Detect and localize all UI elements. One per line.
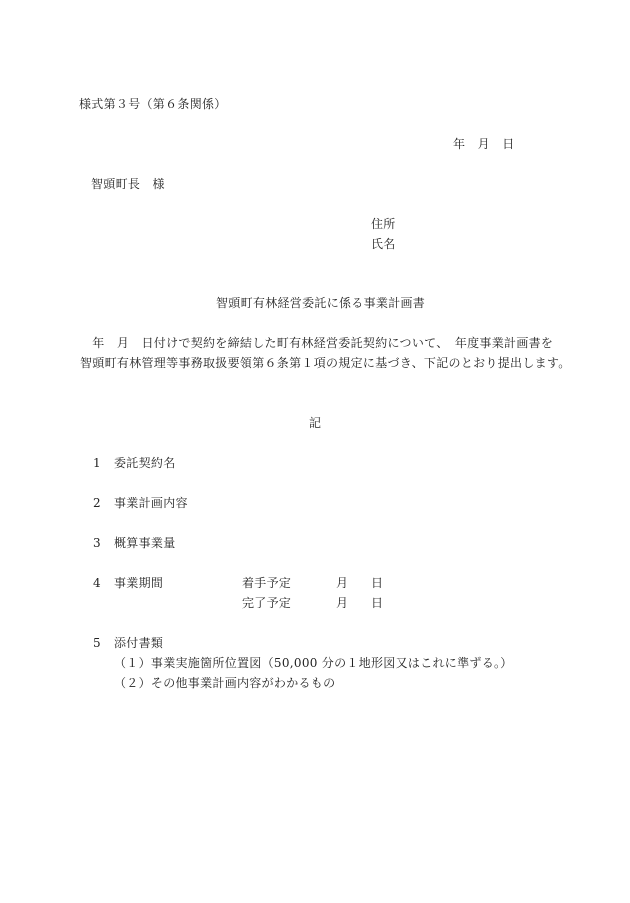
period-start-label: 着手予定: [242, 576, 292, 590]
attachment-item-1: （１）事業実施箇所位置図（50,000 分の１地形図又はこれに準ずる。）: [114, 656, 513, 670]
item-number: 3: [93, 536, 101, 550]
body-line-1: 年 月 日付けで契約を締結した町有林経営委託契約について、 年度事業計画書を: [80, 336, 554, 350]
body-line-2: 智頭町有林管理等事務取扱要領第６条第１項の規定に基づき、下記のとおり提出します。: [80, 356, 571, 370]
period-start-day: 日: [371, 576, 384, 590]
address-label: 住所: [371, 217, 396, 231]
period-end-month: 月: [336, 596, 349, 610]
period-end-label: 完了予定: [242, 596, 292, 610]
item-label-plan-content: 事業計画内容: [114, 496, 188, 510]
item-number: 1: [93, 456, 101, 470]
item-label-attachments: 添付書類: [114, 636, 164, 650]
item-number: 5: [93, 636, 101, 650]
item-label-approx-volume: 概算事業量: [114, 536, 176, 550]
addressee: 智頭町長 様: [91, 177, 165, 191]
ki-heading: 記: [309, 416, 322, 430]
period-start-month: 月: [336, 576, 349, 590]
item-number: 2: [93, 496, 101, 510]
name-label: 氏名: [371, 237, 396, 251]
form-number: 様式第３号（第６条関係）: [79, 97, 227, 111]
item-label-period: 事業期間: [114, 576, 164, 590]
item-number: 4: [93, 576, 101, 590]
item-label-contract-name: 委託契約名: [114, 456, 176, 470]
document-title: 智頭町有林経営委託に係る事業計画書: [216, 296, 426, 310]
date-line: 年 月 日: [453, 137, 515, 151]
attachment-item-2: （２）その他事業計画内容がわかるもの: [114, 676, 336, 690]
period-end-day: 日: [371, 596, 384, 610]
